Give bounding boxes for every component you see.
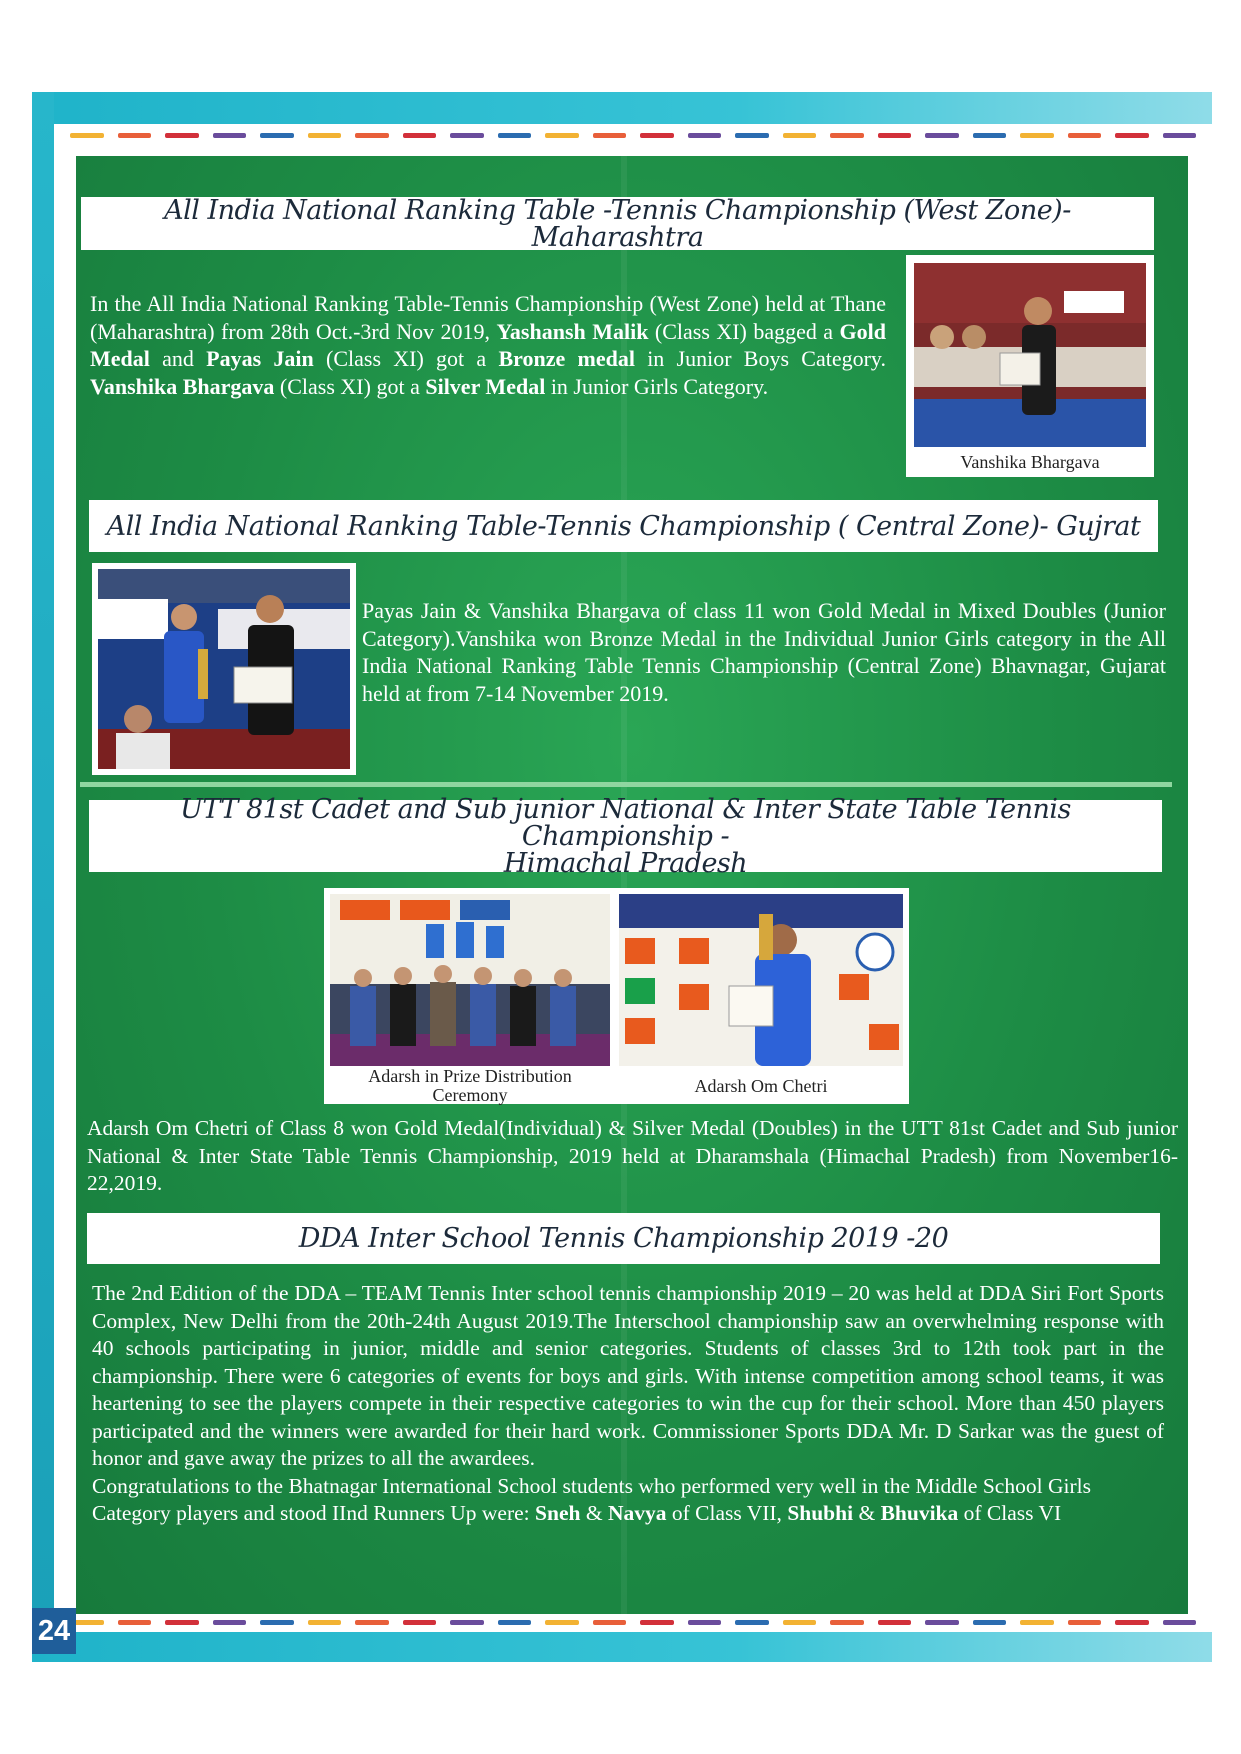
section-divider xyxy=(80,782,1172,787)
mixed-doubles-photo-frame xyxy=(92,563,356,775)
border-dash xyxy=(165,133,199,138)
left-frame-band xyxy=(32,92,54,1662)
vanshika-photo xyxy=(914,263,1146,447)
border-dash xyxy=(1163,1620,1197,1625)
border-dash xyxy=(1020,1620,1054,1625)
dda-title: DDA Inter School Tennis Championship 2019 -20 xyxy=(87,1213,1160,1264)
dda-text-block xyxy=(92,1280,1164,1528)
border-dash xyxy=(1115,133,1149,138)
border-dash xyxy=(640,1620,674,1625)
border-dash xyxy=(308,1620,342,1625)
border-dash xyxy=(260,1620,294,1625)
border-dash xyxy=(688,133,722,138)
top-frame-band xyxy=(32,92,1212,124)
utt-text: Adarsh Om Chetri of Class 8 won Gold Medal(Individual) & Silver Medal (Doubles) in the UTT 81st Cadet and Sub junior National & Inter State Table Tennis Championship, 2019 held at Dharamshala (Himachal Pradesh) from November16-22,2019. xyxy=(87,1116,1178,1195)
border-dash xyxy=(498,1620,532,1625)
border-dash xyxy=(118,133,152,138)
border-dash xyxy=(688,1620,722,1625)
border-dash xyxy=(355,1620,389,1625)
vanshika-photo-frame xyxy=(906,255,1154,477)
utt-title xyxy=(89,793,1162,879)
border-dash xyxy=(545,1620,579,1625)
border-dash xyxy=(925,1620,959,1625)
bottom-frame-band xyxy=(32,1632,1212,1662)
border-dash xyxy=(593,133,627,138)
border-dash xyxy=(878,1620,912,1625)
border-dash xyxy=(70,133,104,138)
border-dash xyxy=(783,1620,817,1625)
border-dash xyxy=(735,1620,769,1625)
border-dash xyxy=(640,133,674,138)
mixed-doubles-photo xyxy=(98,569,350,769)
dda-paragraph-2: Congratulations to the Bhatnagar International School students who performed very well in the Middle School Girls Category players and stood IInd Runners Up were: Sneh & Navya of Class VII, Shubhi & Bhuvika of Class VI xyxy=(92,1473,1091,1525)
border-dash xyxy=(735,133,769,138)
border-dash xyxy=(118,1620,152,1625)
border-dash xyxy=(925,133,959,138)
border-dash xyxy=(973,133,1007,138)
border-dash xyxy=(1068,133,1102,138)
utt-photos-frame xyxy=(324,888,909,1104)
page-number: 24 xyxy=(32,1608,76,1654)
utt-title-line1: UTT 81st Cadet and Sub junior National & Inter State Table Tennis Championship - xyxy=(180,793,1071,852)
border-dash xyxy=(165,1620,199,1625)
border-dash xyxy=(593,1620,627,1625)
west-zone-text: In the All India National Ranking Table-Tennis Championship (West Zone) held at Thane (Maharashtra) from 28th Oct.-3rd Nov 2019, Yashansh Malik (Class XI) bagged a Gold Medal and Payas Jain (Class XI) got a Bronze medal in Junior Boys Category. Vanshika Bhargava (Class XI) got a Silver Medal in Junior Girls Category. xyxy=(90,291,886,399)
top-dash-border xyxy=(70,133,1210,138)
border-dash xyxy=(450,133,484,138)
border-dash xyxy=(830,1620,864,1625)
dda-paragraph-1: The 2nd Edition of the DDA – TEAM Tennis Inter school tennis championship 2019 – 20 was held at DDA Siri Fort Sports Complex, New Delhi from the 20th-24th August 2019.The Interschool championship saw an overwhelming response with 40 schools participating in junior, middle and senior categories. Students of classes 3rd to 12th took part in the championship. There were 6 categories of events for boys and girls. With intense competition among school teams, it was heartening to see the players compete in their respective categories to win the cup for their school. More than 450 players participated and the winners were awarded for their hard work. Commissioner Sports DDA Mr. D Sarkar was the guest of honor and gave away the prizes to all the awardees. xyxy=(92,1281,1164,1470)
prize-ceremony-photo xyxy=(330,894,610,1066)
border-dash xyxy=(498,133,532,138)
border-dash xyxy=(260,133,294,138)
bottom-dash-border xyxy=(70,1620,1210,1625)
adarsh-caption: Adarsh Om Chetri xyxy=(694,1076,828,1096)
border-dash xyxy=(830,133,864,138)
border-dash xyxy=(355,133,389,138)
border-dash xyxy=(1115,1620,1149,1625)
border-dash xyxy=(403,133,437,138)
vanshika-caption: Vanshika Bhargava xyxy=(960,452,1100,472)
border-dash xyxy=(213,133,247,138)
utt-title-line2: Himachal Pradesh xyxy=(503,847,748,879)
border-dash xyxy=(783,133,817,138)
border-dash xyxy=(1020,133,1054,138)
border-dash xyxy=(973,1620,1007,1625)
border-dash xyxy=(1163,133,1197,138)
west-zone-title: All India National Ranking Table -Tennis Championship (West Zone)- Maharashtra xyxy=(81,197,1154,250)
border-dash xyxy=(403,1620,437,1625)
border-dash xyxy=(450,1620,484,1625)
border-dash xyxy=(308,133,342,138)
border-dash xyxy=(878,133,912,138)
central-zone-text: Payas Jain & Vanshika Bhargava of class 11 won Gold Medal in Mixed Doubles (Junior Category).Vanshika won Bronze Medal in the Individual Junior Girls category in the All India National Ranking Table Tennis Championship (Central Zone) Bhavnagar, Gujarat held at from 7-14 November 2019. xyxy=(362,598,1166,706)
adarsh-trophy-photo xyxy=(619,894,903,1066)
border-dash xyxy=(1068,1620,1102,1625)
central-zone-title: All India National Ranking Table-Tennis Championship ( Central Zone)- Gujrat xyxy=(89,500,1158,552)
border-dash xyxy=(545,133,579,138)
border-dash xyxy=(213,1620,247,1625)
prize-ceremony-caption: Adarsh in Prize Distribution Ceremony xyxy=(368,1066,572,1105)
